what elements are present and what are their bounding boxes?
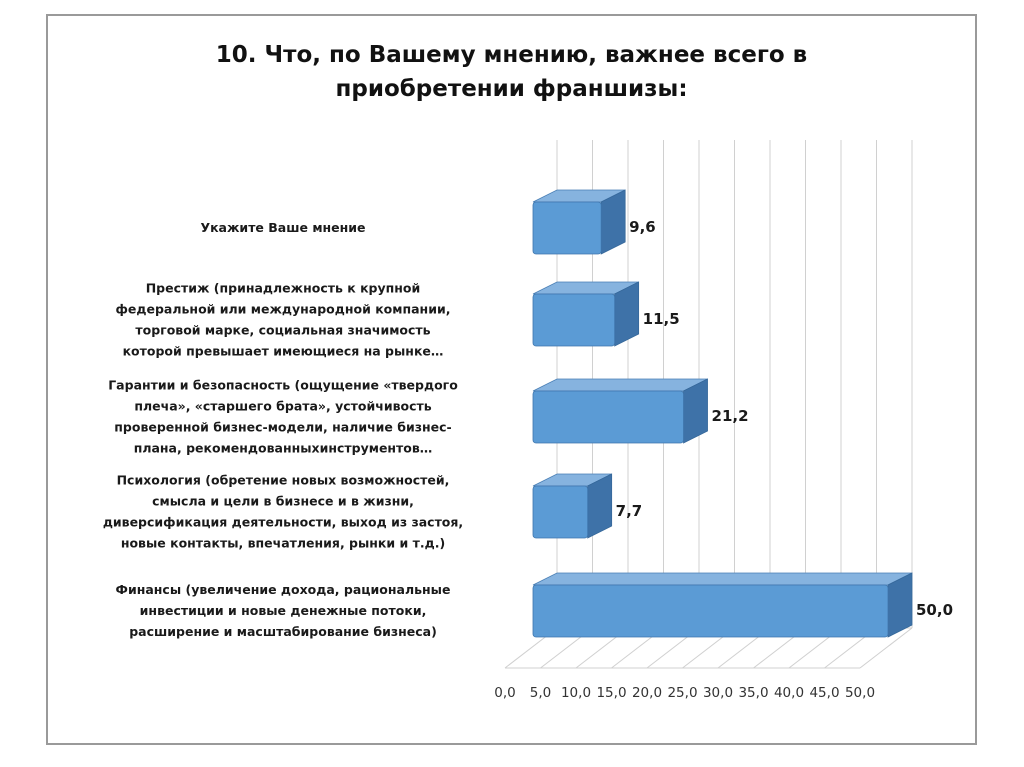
category-label-line: которой превышает имеющиеся на рынке… bbox=[122, 343, 444, 359]
category-label-line: Укажите Ваше мнение bbox=[200, 220, 366, 235]
x-tick-label: 5,0 bbox=[529, 685, 552, 701]
category-label-line: Психология (обретение новых возможностей, bbox=[116, 472, 450, 488]
bar-group-finance bbox=[116, 573, 953, 639]
value-label-prestige: 11,5 bbox=[642, 310, 680, 328]
x-tick-label: 20,0 bbox=[631, 685, 663, 701]
category-label-line: новые контакты, впечатления, рынки и т.д.) bbox=[120, 535, 446, 551]
category-label-line: Финансы (увеличение дохода, рациональные bbox=[115, 582, 451, 597]
value-label-psychology: 7,7 bbox=[615, 502, 643, 520]
bar-top-finance bbox=[533, 573, 912, 585]
title-line-1: 10. Что, по Вашему мнению, важнее всего в bbox=[215, 42, 808, 68]
bar-psychology bbox=[533, 486, 588, 538]
category-label-line: смысла и цели в бизнесе и в жизни, bbox=[152, 493, 414, 509]
category-label-line: федеральной или международной компании, bbox=[115, 301, 451, 317]
x-tick-label: 35,0 bbox=[738, 685, 769, 701]
category-label-line: плана, рекомендованныхинструментов… bbox=[133, 440, 433, 456]
category-label-guarantees bbox=[108, 378, 458, 456]
category-label-prestige bbox=[116, 281, 451, 359]
value-label-finance: 50,0 bbox=[916, 601, 954, 619]
value-label-guarantees: 21,2 bbox=[711, 407, 749, 425]
category-label-line: Гарантии и безопасность (ощущение «твердого bbox=[108, 377, 458, 393]
category-label-line: инвестиции и новые денежные потоки, bbox=[139, 603, 427, 618]
bar-top-guarantees bbox=[533, 379, 708, 391]
category-label-psychology bbox=[103, 473, 463, 551]
category-label-line: Престиж (принадлежность к крупной bbox=[145, 280, 421, 296]
x-tick-label: 25,0 bbox=[667, 685, 698, 701]
category-label-line: торговой марке, социальная значимость bbox=[135, 322, 431, 338]
category-label-line: расширение и масштабирование бизнеса) bbox=[129, 624, 437, 639]
x-axis-ticks bbox=[494, 685, 875, 701]
bars bbox=[103, 190, 953, 639]
bar-prestige bbox=[533, 294, 615, 346]
bar-group-psychology bbox=[103, 473, 642, 551]
category-label-finance bbox=[116, 582, 451, 639]
category-label-opinion bbox=[200, 220, 365, 235]
x-tick-label: 30,0 bbox=[702, 685, 734, 701]
x-tick-label: 40,0 bbox=[773, 685, 805, 701]
bar-group-opinion bbox=[200, 190, 655, 254]
bar-group-guarantees bbox=[108, 378, 748, 456]
x-tick-label: 0,0 bbox=[494, 685, 516, 701]
bar-finance bbox=[533, 585, 888, 637]
x-tick-label: 45,0 bbox=[809, 685, 840, 701]
bar-group-prestige bbox=[116, 281, 680, 359]
bar-opinion bbox=[533, 202, 601, 254]
bar-guarantees bbox=[533, 391, 684, 443]
x-tick-label: 15,0 bbox=[596, 685, 627, 701]
x-tick-label: 10,0 bbox=[560, 685, 592, 701]
category-label-line: плеча», «старшего брата», устойчивость bbox=[134, 398, 432, 414]
x-tick-label: 50,0 bbox=[844, 685, 876, 701]
value-label-opinion: 9,6 bbox=[629, 218, 656, 236]
category-label-line: проверенной бизнес-модели, наличие бизнес- bbox=[114, 419, 452, 435]
title-line-2: приобретении франшизы: bbox=[335, 76, 688, 102]
category-label-line: диверсификация деятельности, выход из застоя, bbox=[102, 514, 464, 530]
